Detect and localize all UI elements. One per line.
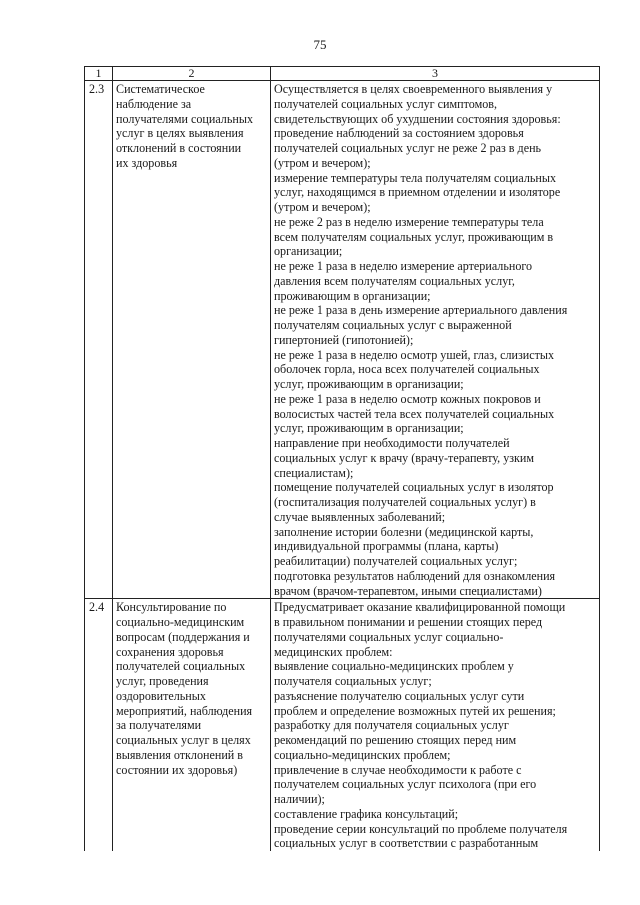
text-line: услуг, проживающим в организации; xyxy=(274,421,464,436)
text-line: отклонений в состоянии xyxy=(116,141,242,155)
text-line: Осуществляется в целях своевременного выявления у xyxy=(274,82,553,96)
text-line: врачом (врачом-терапевтом, иными специалистами) xyxy=(274,583,542,598)
service-description-cell xyxy=(271,81,600,599)
text-line: Консультирование по xyxy=(116,600,227,615)
table-row xyxy=(85,599,600,851)
text-line: социально-медицинским xyxy=(116,615,245,629)
text-line: измерение температуры тела получателям социальных xyxy=(274,170,557,185)
text-line: Предусматривает оказание квалифицированной помощи xyxy=(274,600,566,615)
text-line: случае выявленных заболеваний; xyxy=(274,509,446,524)
row-number: 2.4 xyxy=(85,599,113,851)
text-line: услуг, проживающим в организации; xyxy=(274,377,464,391)
text-line: выявления отклонений в xyxy=(116,747,244,762)
header-col-3: 3 xyxy=(271,67,600,81)
text-line: получателем социальных услуг психолога (при его xyxy=(274,777,537,792)
text-line: состоянии их здоровья) xyxy=(116,762,238,777)
text-line: помещение получателей социальных услуг в изолятор xyxy=(274,480,554,495)
service-name-cell xyxy=(113,81,271,599)
text-line: индивидуальной программы (плана, карты) xyxy=(274,539,499,554)
text-line: проживающим в организации; xyxy=(274,288,431,303)
text-line: не реже 2 раз в неделю измерение температуры тела xyxy=(274,214,544,229)
text-line: получателям социальных услуг с выраженной xyxy=(274,318,512,332)
service-name-cell xyxy=(113,599,271,851)
text-line: свидетельствующих об ухудшении состояния здоровья: xyxy=(274,111,561,126)
text-line: всем получателям социальных услуг, проживающим в xyxy=(274,229,554,244)
text-line: заполнение истории болезни (медицинской карты, xyxy=(274,524,534,539)
text-line: услуг в целях выявления xyxy=(116,126,244,141)
page-number: 75 xyxy=(313,37,327,52)
text-line: социальных услуг к врачу (врачу-терапевту, узким xyxy=(274,450,535,465)
header-col-1: 1 xyxy=(85,67,113,81)
text-line: получателей социальных xyxy=(116,659,246,674)
row-number: 2.3 xyxy=(85,81,113,599)
text-line: проведение наблюдений за состоянием здоровья xyxy=(274,126,524,141)
header-col-2: 2 xyxy=(113,67,271,81)
text-line: получателями социальных xyxy=(116,111,254,126)
text-line: медицинских проблем: xyxy=(274,644,393,659)
text-line: оздоровительных xyxy=(116,688,206,703)
text-line: разработку для получателя социальных услуг xyxy=(274,718,509,733)
text-line: сохранения здоровья xyxy=(116,644,224,659)
text-line: в правильном понимании и решении стоящих перед xyxy=(274,615,543,629)
text-line: (утром и вечером); xyxy=(274,200,371,214)
text-line: вопросам (поддержания и xyxy=(116,629,250,644)
text-line: не реже 1 раза в день измерение артериального давления xyxy=(274,303,568,318)
text-line: получателями социальных услуг социально- xyxy=(274,629,504,644)
text-line: давления всем получателям социальных услуг, xyxy=(274,273,515,288)
text-line: проведение серии консультаций по проблеме получателя xyxy=(274,821,568,836)
text-line: не реже 1 раза в неделю измерение артериального xyxy=(274,259,533,273)
text-line: не реже 1 раза в неделю осмотр кожных покровов и xyxy=(274,391,541,406)
text-line: социальных услуг в целях xyxy=(116,733,251,747)
text-line: рекомендаций по решению стоящих перед ним xyxy=(274,733,517,747)
text-line: реабилитации) получателей социальных услуг; xyxy=(274,554,518,568)
text-line: получателя социальных услуг; xyxy=(274,674,432,688)
text-line: выявление социально-медицинских проблем у xyxy=(274,659,514,674)
text-line: услуг, находящимся в приемном отделении и изоляторе xyxy=(274,185,561,200)
text-line: Систематическое xyxy=(116,82,205,96)
text-line: проблем и определение возможных путей их решения; xyxy=(274,703,556,718)
text-line: разъяснение получателю социальных услуг сути xyxy=(274,688,525,703)
text-line: наличии); xyxy=(274,792,325,806)
text-line: социальных услуг в соответствии с разработанным xyxy=(274,836,539,851)
text-line: направление при необходимости получателей xyxy=(274,436,510,450)
text-line: наблюдение за xyxy=(116,96,192,111)
text-line: гипертонией (гипотонией); xyxy=(274,332,414,347)
service-description-cell xyxy=(271,599,600,851)
text-line: социально-медицинских проблем; xyxy=(274,747,451,762)
table-row xyxy=(85,81,600,599)
text-line: их здоровья xyxy=(116,155,178,170)
services-table xyxy=(84,66,600,851)
text-line: специалистам); xyxy=(274,465,354,480)
text-line: получателей социальных услуг не реже 2 раз в день xyxy=(274,141,542,155)
text-line: составление графика консультаций; xyxy=(274,806,459,821)
text-line: получателей социальных услуг симптомов, xyxy=(274,96,498,111)
text-line: подготовка результатов наблюдений для ознакомления xyxy=(274,568,556,583)
text-line: за получателями xyxy=(116,718,202,733)
text-line: услуг, проведения xyxy=(116,674,209,688)
text-line: организации; xyxy=(274,244,343,259)
table-header-row xyxy=(85,67,600,81)
text-line: оболочек горла, носа всех получателей социальных xyxy=(274,362,540,377)
text-line: волосистых частей тела всех получателей социальных xyxy=(274,406,555,421)
text-line: мероприятий, наблюдения xyxy=(116,703,253,718)
text-line: (госпитализация получателей социальных услуг) в xyxy=(274,495,536,509)
text-line: (утром и вечером); xyxy=(274,155,371,170)
text-line: привлечение в случае необходимости к работе с xyxy=(274,762,522,777)
text-line: не реже 1 раза в неделю осмотр ушей, глаз, слизистых xyxy=(274,347,555,362)
